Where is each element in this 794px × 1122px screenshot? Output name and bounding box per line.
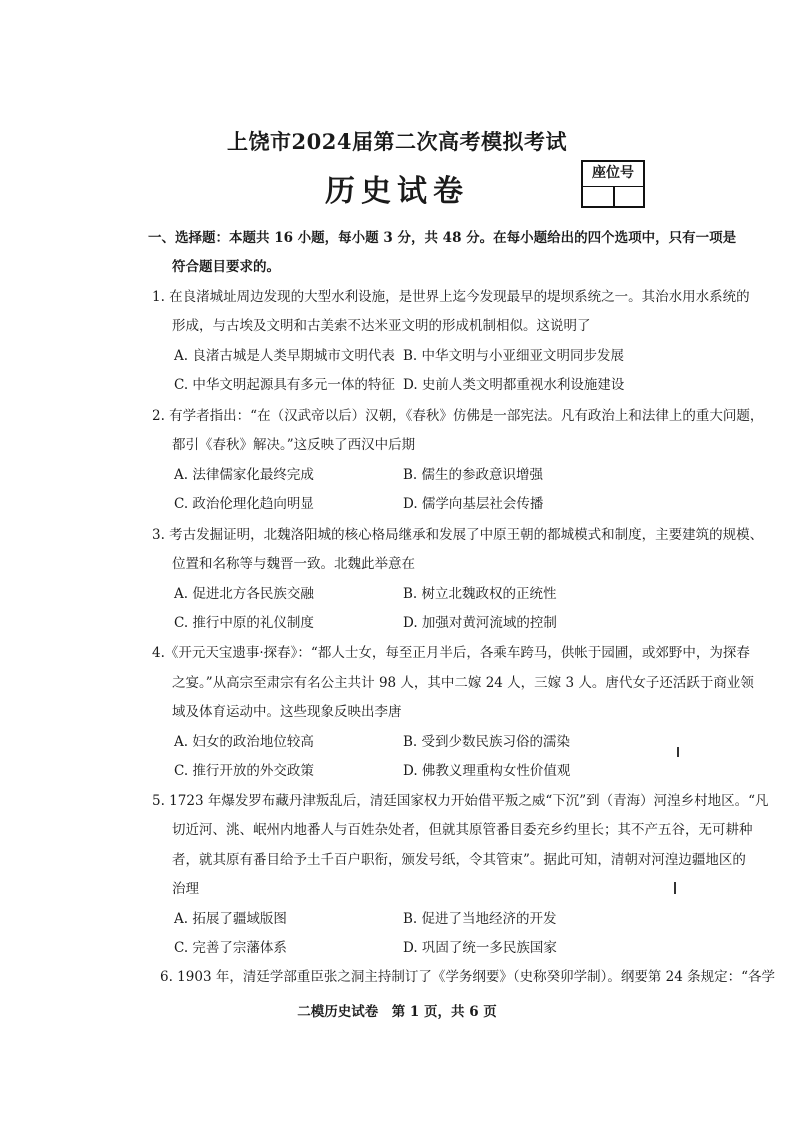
- question-1-stem-line-2: 形成，与古埃及文明和古美索不达米亚文明的形成机制相似。这说明了: [172, 318, 591, 334]
- seat-number-label: 座位号: [583, 162, 643, 187]
- section-instructions-line-2: 符合题目要求的。: [172, 259, 280, 275]
- seat-number-divider: [613, 186, 615, 208]
- question-2-stem-line-2: 都引《春秋》解决。”这反映了西汉中后期: [172, 437, 416, 453]
- question-2-option-d: D. 儒学向基层社会传播: [403, 496, 544, 512]
- section-instructions-line-1: 一、选择题：本题共 16 小题，每小题 3 分，共 48 分。在每小题给出的四个选项中，只有一项是: [148, 230, 737, 246]
- question-6-stem-line-1: 6. 1903 年，清廷学部重臣张之洞主持制订了《学务纲要》（史称癸卯学制）。纲要第 24 条规定：“各学: [160, 969, 775, 985]
- question-4-option-b: B. 受到少数民族习俗的濡染: [403, 734, 571, 750]
- question-1-stem-line-1: 1. 在良渚城址周边发现的大型水利设施，是世界上迄今发现最早的堤坝系统之一。其治水用水系统的: [152, 289, 750, 305]
- question-1-option-c: C. 中华文明起源具有多元一体的特征: [174, 377, 395, 393]
- exam-subject-title: 历史试卷: [325, 174, 469, 209]
- question-2-stem-line-1: 2. 有学者指出：“在（汉武帝以后）汉朝，《春秋》仿佛是一部宪法。凡有政治上和法律上的重大问题，: [152, 408, 764, 424]
- question-4-stem-line-3: 域及体育运动中。这些现象反映出李唐: [172, 704, 402, 720]
- question-1-option-d: D. 史前人类文明都重视水利设施建设: [403, 377, 625, 393]
- scan-mark: [677, 747, 679, 757]
- question-5-stem-line-2: 切近河、洮、岷州内地番人与百姓杂处者，但就其原管番目委充乡约里长；其不产五谷，无可耕种: [172, 822, 753, 838]
- question-2-option-a: A. 法律儒家化最终完成: [174, 467, 314, 483]
- question-3-option-c: C. 推行中原的礼仪制度: [174, 615, 314, 631]
- question-1-option-b: B. 中华文明与小亚细亚文明同步发展: [403, 348, 625, 364]
- question-4-option-c: C. 推行开放的外交政策: [174, 763, 314, 779]
- exam-title: 上饶市2024届第二次高考模拟考试: [227, 129, 567, 154]
- question-4-stem-line-2: 之宴。”从高宗至肃宗有名公主共计 98 人，其中二嫁 24 人，三嫁 3 人。唐代女子还活跃于商业领: [172, 675, 754, 691]
- question-5-option-b: B. 促进了当地经济的开发: [403, 911, 557, 927]
- question-3-option-d: D. 加强对黄河流域的控制: [403, 615, 557, 631]
- seat-number-box: [581, 160, 645, 208]
- question-2-option-b: B. 儒生的参政意识增强: [403, 467, 544, 483]
- question-5-option-a: A. 拓展了疆域版图: [174, 911, 287, 927]
- question-3-option-b: B. 树立北魏政权的正统性: [403, 586, 557, 602]
- question-5-option-d: D. 巩固了统一多民族国家: [403, 940, 557, 956]
- question-3-stem-line-1: 3. 考古发掘证明，北魏洛阳城的核心格局继承和发展了中原王朝的都城模式和制度，主要建筑的规模、: [152, 527, 764, 543]
- question-5-stem-line-4: 治理: [172, 881, 199, 897]
- question-4-stem-line-1: 4.《开元天宝遗事·探春》：“都人士女，每至正月半后，各乘车跨马，供帐于园圃，或郊野中，为探春: [152, 645, 750, 661]
- question-1-option-a: A. 良渚古城是人类早期城市文明代表: [174, 348, 395, 364]
- question-2-option-c: C. 政治伦理化趋向明显: [174, 496, 314, 512]
- question-5-stem-line-1: 5. 1723 年爆发罗布藏丹津叛乱后，清廷国家权力开始借平叛之威“下沉”到（青海）河湟乡村地区。“凡: [152, 793, 769, 809]
- page-footer: 二模历史试卷 第 1 页，共 6 页: [297, 1004, 497, 1020]
- question-4-option-d: D. 佛教义理重构女性价值观: [403, 763, 571, 779]
- question-3-option-a: A. 促进北方各民族交融: [174, 586, 314, 602]
- question-3-stem-line-2: 位置和名称等与魏晋一致。北魏此举意在: [172, 556, 415, 572]
- question-5-option-c: C. 完善了宗藩体系: [174, 940, 287, 956]
- question-5-stem-line-3: 者，就其原有番目给予土千百户职衔，颁发号纸，令其管束”。据此可知，清朝对河湟边疆地区的: [172, 852, 746, 868]
- question-4-option-a: A. 妇女的政治地位较高: [174, 734, 314, 750]
- scan-mark: [674, 882, 676, 894]
